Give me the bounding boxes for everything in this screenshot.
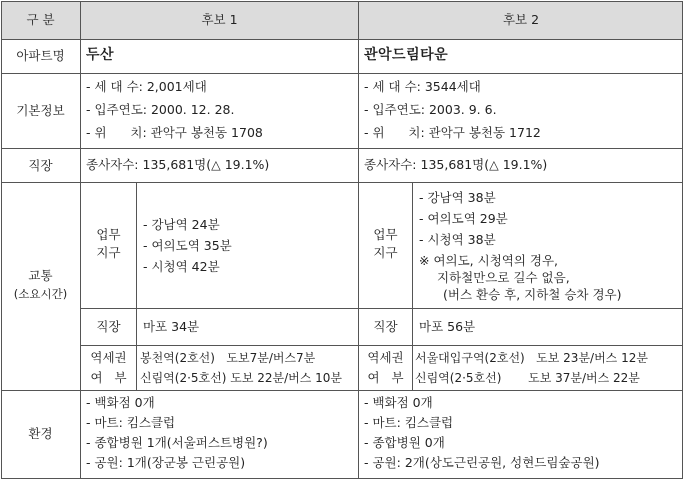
business-c1-line: - 시청역 42분 <box>143 259 220 274</box>
label-business-district-c2-2: 지구 <box>373 245 398 260</box>
label-work-c2: 직장 <box>373 319 398 334</box>
label-business-district-2: 지구 <box>96 245 121 260</box>
header-candidate-2: 후보 2 <box>502 12 540 27</box>
business-c2-line: - 강남역 38분 <box>419 190 496 205</box>
environment-c2-line: - 종합병원 0개 <box>364 435 445 450</box>
label-basic-info: 기본정보 <box>16 103 65 118</box>
work-candidate-1: 마포 34분 <box>143 319 200 334</box>
business-c2-line: - 시청역 38분 <box>419 232 496 247</box>
environment-c1-line: - 공원: 1개(장군봉 근린공원) <box>86 455 246 470</box>
station-c2-line: 신림역(2·5호선) 도보 37분/버스 22분 <box>415 371 640 385</box>
header-candidate-1: 후보 1 <box>201 12 238 27</box>
environment-c1-line: - 마트: 킴스클럽 <box>86 415 176 430</box>
header-category: 구 분 <box>26 12 55 27</box>
label-transport: 교통 <box>28 268 53 283</box>
apartment-name-candidate-1: 두산 <box>86 47 115 63</box>
job-candidate-2: 종사자수: 135,681명(△ 19.1%) <box>364 157 548 172</box>
business-c2-line: - 여의도역 29분 <box>419 211 508 226</box>
apartment-name-candidate-2: 관악드림타운 <box>364 47 449 63</box>
basic-info-c1-line: - 세 대 수: 2,001세대 <box>86 79 207 94</box>
label-station-area-c1-2: 여 부 <box>90 370 127 385</box>
basic-info-c1-line: - 입주연도: 2000. 12. 28. <box>86 102 235 117</box>
business-c2-note: 지하철만으로 길수 없음, <box>437 270 570 285</box>
basic-info-c1-line: - 위 치: 관악구 봉천동 1708 <box>86 125 263 140</box>
label-station-area-c2-2: 여 부 <box>367 370 404 385</box>
label-station-area-c1: 역세권 <box>90 350 127 365</box>
label-job: 직장 <box>28 158 53 173</box>
label-environment: 환경 <box>28 426 53 441</box>
station-c2-line: 서울대입구역(2호선) 도보 23분/버스 12분 <box>415 351 648 365</box>
work-candidate-2: 마포 56분 <box>419 319 476 334</box>
label-work-c1: 직장 <box>96 319 121 334</box>
label-business-district-c2: 업무 <box>373 227 398 242</box>
environment-c1-line: - 종합병원 1개(서울퍼스트병원?) <box>86 435 268 450</box>
basic-info-c2-line: - 세 대 수: 3544세대 <box>364 79 481 94</box>
label-station-area-c2: 역세권 <box>367 350 404 365</box>
business-c2-note: ※ 여의도, 시청역의 경우, <box>419 253 559 268</box>
environment-c1-line: - 백화점 0개 <box>86 395 155 410</box>
environment-c2-line: - 마트: 킴스클럽 <box>364 415 454 430</box>
environment-c2-line: - 공원: 2개(상도근린공원, 성현드림숲공원) <box>364 455 600 470</box>
station-c1-line: 신림역(2·5호선) 도보 22분/버스 10분 <box>140 371 342 385</box>
business-c2-note: (버스 환승 후, 지하철 승차 경우) <box>443 287 622 302</box>
label-apartment-name: 아파트명 <box>16 48 65 63</box>
environment-c2-line: - 백화점 0개 <box>364 395 433 410</box>
job-candidate-1: 종사자수: 135,681명(△ 19.1%) <box>86 157 270 172</box>
basic-info-c2-line: - 위 치: 관악구 봉천동 1712 <box>364 125 541 140</box>
label-business-district: 업무 <box>96 227 121 242</box>
business-c1-line: - 여의도역 35분 <box>143 238 232 253</box>
label-transport-sub: (소요시간) <box>13 287 68 301</box>
station-c1-line: 봉천역(2호선) 도보7분/버스7분 <box>140 351 316 365</box>
comparison-table <box>1 1 683 479</box>
basic-info-c2-line: - 입주연도: 2003. 9. 6. <box>364 102 497 117</box>
business-c1-line: - 강남역 24분 <box>143 217 220 232</box>
